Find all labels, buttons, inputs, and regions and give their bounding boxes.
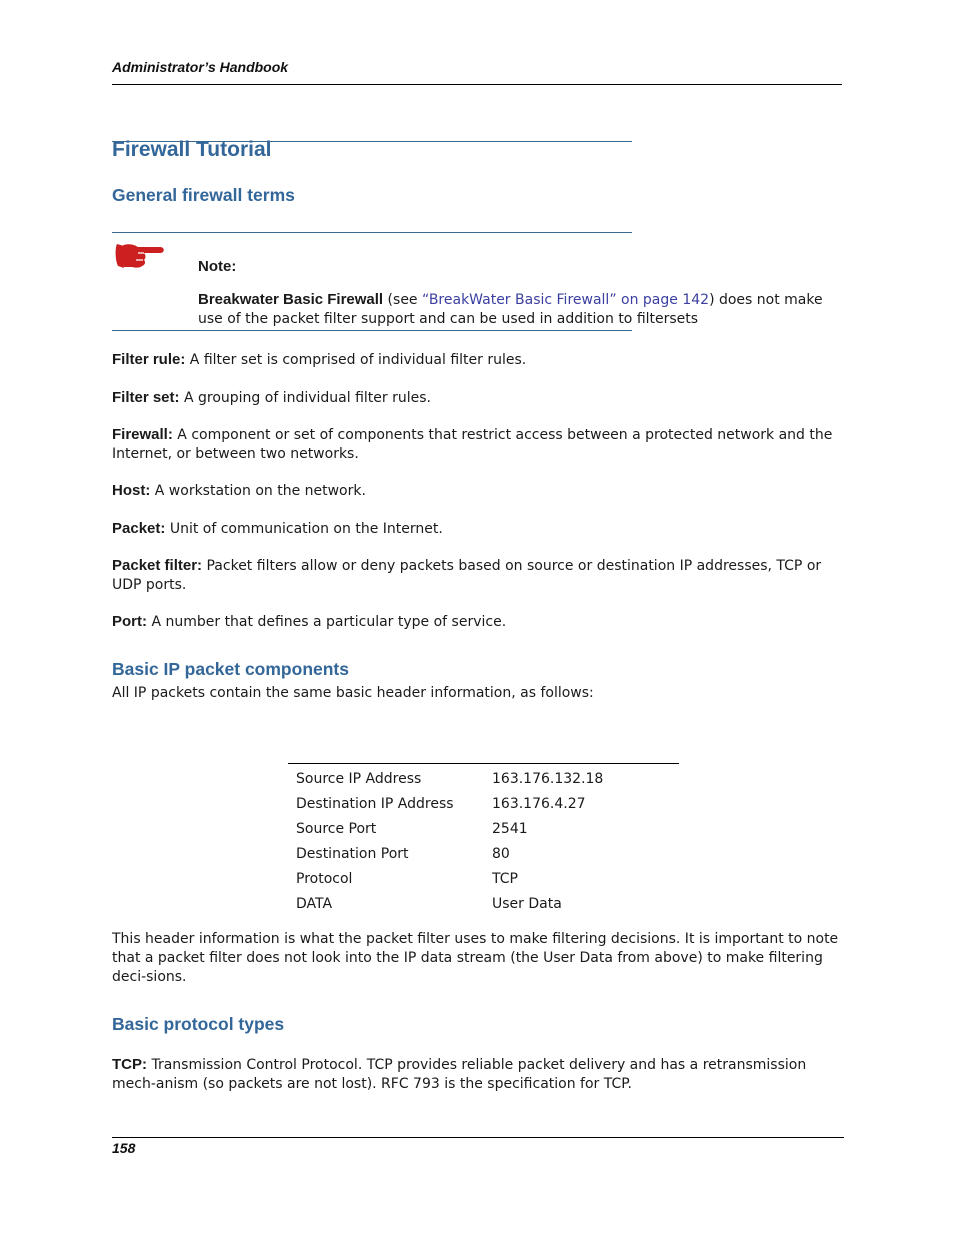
- table-row: [288, 891, 679, 916]
- section-heading-protocol-types: Basic protocol types: [112, 1014, 285, 1034]
- note-label: Note:: [198, 258, 237, 275]
- term-firewall: Firewall:: [112, 426, 173, 443]
- note-text-before-link: (see: [383, 292, 422, 308]
- definition-text: Transmission Control Protocol. TCP provides reliable packet delivery and has a retransmission mech-anism (so packets are not lost). RFC 793 is the specification for TCP.: [112, 1057, 807, 1092]
- field-name: Destination IP Address: [296, 795, 454, 812]
- field-value: 163.176.132.18: [492, 770, 604, 787]
- note-body: [198, 290, 838, 329]
- field-value: TCP: [492, 870, 518, 887]
- field-value: 2541: [492, 820, 528, 837]
- definition-text: A number that defines a particular type of service.: [147, 614, 507, 630]
- field-name: Source Port: [296, 820, 377, 837]
- note-top-rule: [112, 232, 632, 233]
- field-value: 80: [492, 845, 510, 862]
- definition-text: Packet filters allow or deny packets based on source or destination IP addresses, TCP or UDP ports.: [112, 558, 822, 593]
- running-header: Administrator’s Handbook: [112, 59, 289, 75]
- definition-packet: [112, 519, 842, 539]
- definition-packet-filter: [112, 556, 842, 595]
- note-bottom-rule: [112, 330, 632, 331]
- definition-host: [112, 481, 842, 501]
- table-row: [288, 816, 679, 841]
- section-heading-ip-packet: Basic IP packet components: [112, 659, 349, 679]
- definition-text: A grouping of individual filter rules.: [179, 390, 431, 406]
- term-host: Host:: [112, 482, 151, 499]
- footer-rule: [112, 1137, 844, 1138]
- definition-text: Unit of communication on the Internet.: [165, 521, 443, 537]
- pointing-hand-icon: [112, 238, 168, 270]
- page-number: 158: [112, 1140, 136, 1156]
- term-tcp: TCP:: [112, 1056, 147, 1073]
- ip-header-table: [288, 763, 679, 916]
- field-value: User Data: [492, 895, 562, 912]
- definition-text: A component or set of components that restrict access between a protected network and the Internet, or between two networks.: [112, 427, 833, 462]
- term-filter-set: Filter set:: [112, 389, 180, 406]
- table-row: [288, 764, 679, 792]
- note-text-after-link: ) does not make use of the packet filter support and can be used in addition to filtersets: [198, 292, 823, 327]
- term-packet-filter: Packet filter:: [112, 557, 203, 574]
- field-name: Protocol: [296, 870, 353, 887]
- field-name: DATA: [296, 895, 333, 912]
- field-name: Destination Port: [296, 845, 409, 862]
- table-row: [288, 866, 679, 891]
- header-rule: [112, 84, 842, 85]
- after-table-paragraph: This header information is what the packet filter uses to make filtering decisions. It is important to note that a packet filter does not look into the IP data stream (the User Data from above) to make filtering deci-sions.: [112, 931, 839, 985]
- term-packet: Packet:: [112, 520, 166, 537]
- table-row: [288, 791, 679, 816]
- definition-filter-rule: [112, 350, 842, 370]
- definition-firewall: [112, 425, 842, 464]
- section-heading-terms: General firewall terms: [112, 185, 295, 205]
- definition-port: [112, 612, 842, 632]
- definition-tcp: [112, 1055, 844, 1094]
- term-port: Port:: [112, 613, 147, 630]
- definition-filter-set: [112, 388, 842, 408]
- note-cross-reference-link[interactable]: “BreakWater Basic Firewall” on page 142: [422, 292, 710, 308]
- note-bold-lead: Breakwater Basic Firewall: [198, 291, 384, 308]
- field-name: Source IP Address: [296, 770, 422, 787]
- page-title: Firewall Tutorial: [112, 138, 272, 161]
- term-filter-rule: Filter rule:: [112, 351, 186, 368]
- table-row: [288, 841, 679, 866]
- field-value: 163.176.4.27: [492, 795, 586, 812]
- ip-intro: All IP packets contain the same basic header information, as follows:: [112, 685, 594, 701]
- definition-text: A filter set is comprised of individual filter rules.: [185, 352, 527, 368]
- definition-text: A workstation on the network.: [150, 483, 366, 499]
